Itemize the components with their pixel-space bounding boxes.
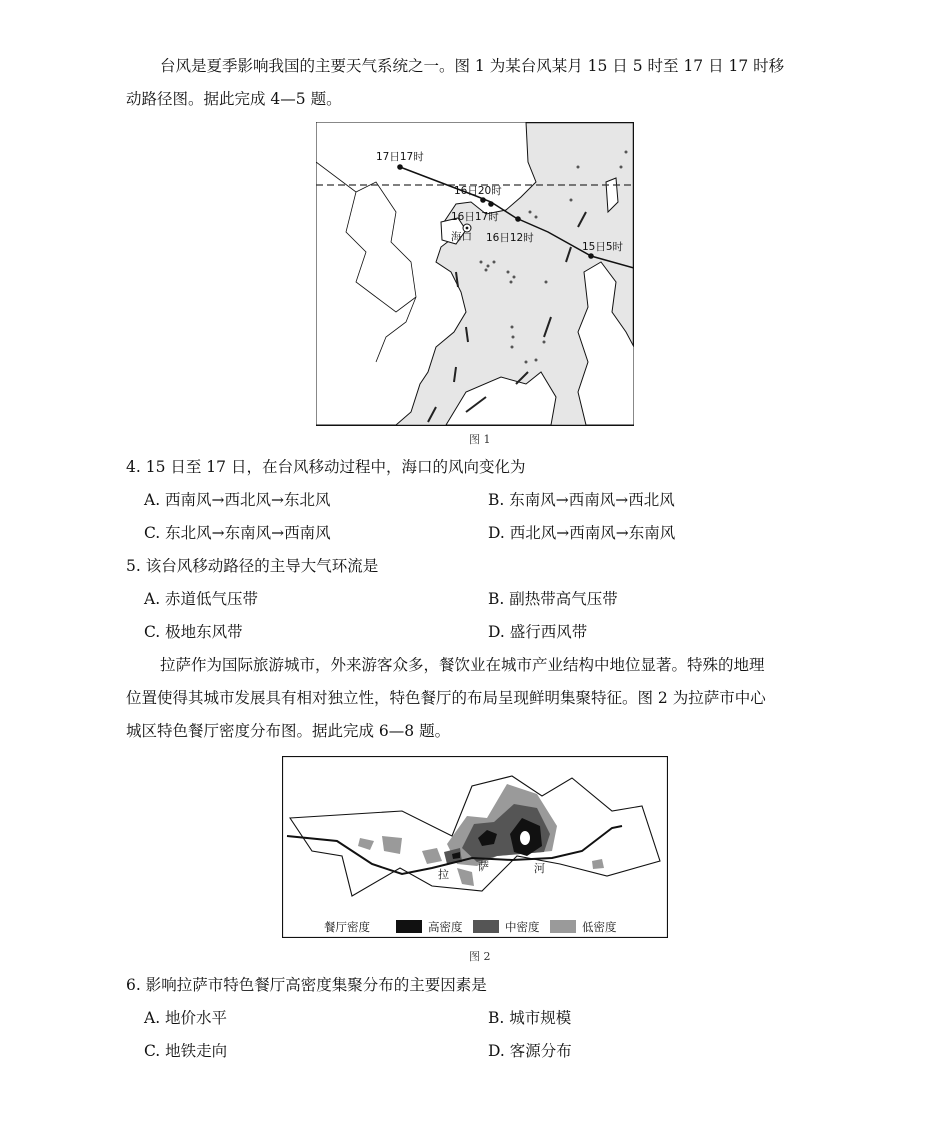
river-char-2: 萨 — [478, 860, 489, 873]
legend-title: 餐厅密度 — [324, 920, 370, 934]
lhasa-restaurant-density-map — [282, 756, 668, 938]
intro2-line3: 城区特色餐厅密度分布图。据此完成 6—8 题。 — [126, 722, 451, 740]
label-15d5h: 15日5时 — [582, 241, 624, 253]
q5-option-a[interactable]: A. 赤道低气压带 — [144, 590, 259, 608]
track-point-17d17h — [397, 164, 403, 170]
q5-option-c[interactable]: C. 极地东风带 — [144, 623, 243, 641]
q6-option-b[interactable]: B. 城市规模 — [488, 1009, 572, 1027]
label-16d12h: 16日12时 — [486, 232, 534, 244]
intro1-line1: 台风是夏季影响我国的主要天气系统之一。图 1 为某台风某月 15 日 5 时至 17 日 17 时移 — [160, 57, 785, 75]
label-16d17h: 16日17时 — [451, 211, 499, 223]
q4-stem: 4. 15 日至 17 日，在台风移动过程中，海口的风向变化为 — [126, 458, 526, 476]
track-point-16d17h — [488, 201, 494, 207]
label-16d20h: 16日20时 — [454, 185, 502, 197]
legend-mid-label: 中密度 — [505, 920, 540, 934]
typhoon-track-map — [316, 122, 634, 426]
q5-option-b[interactable]: B. 副热带高气压带 — [488, 590, 618, 608]
legend-low-label: 低密度 — [582, 920, 617, 934]
river-char-1: 拉 — [438, 868, 449, 881]
label-17d17h: 17日17时 — [376, 151, 424, 163]
legend-high-label: 高密度 — [428, 920, 463, 934]
legend-mid-swatch — [473, 920, 499, 933]
track-point-16d12h — [515, 216, 521, 222]
intro2-line2: 位置使得其城市发展具有相对独立性，特色餐厅的布局呈现鲜明集聚特征。图 2 为拉萨市中心 — [126, 689, 766, 707]
river-char-3: 河 — [534, 862, 545, 875]
q4-option-c[interactable]: C. 东北风→东南风→西南风 — [144, 524, 331, 542]
q4-option-a[interactable]: A. 西南风→西北风→东北风 — [144, 491, 331, 509]
figure2-caption: 图 2 — [469, 950, 491, 963]
q6-stem: 6. 影响拉萨市特色餐厅高密度集聚分布的主要因素是 — [126, 976, 487, 994]
legend-high-swatch — [396, 920, 422, 933]
q6-option-d[interactable]: D. 客源分布 — [488, 1042, 572, 1060]
intro1-line2: 动路径图。据此完成 4—5 题。 — [126, 90, 342, 108]
q5-stem: 5. 该台风移动路径的主导大气环流是 — [126, 557, 379, 575]
q6-option-c[interactable]: C. 地铁走向 — [144, 1042, 228, 1060]
q4-option-d[interactable]: D. 西北风→西南风→东南风 — [488, 524, 676, 542]
track-point-15d5h — [588, 253, 594, 259]
label-haikou: 海口 — [451, 231, 472, 243]
legend-low-swatch — [550, 920, 576, 933]
q5-option-d[interactable]: D. 盛行西风带 — [488, 623, 588, 641]
figure1-caption: 图 1 — [469, 433, 491, 446]
q4-option-b[interactable]: B. 东南风→西南风→西北风 — [488, 491, 675, 509]
q6-option-a[interactable]: A. 地价水平 — [144, 1009, 228, 1027]
track-point-16d20h — [480, 197, 486, 203]
intro2-line1: 拉萨作为国际旅游城市，外来游客众多，餐饮业在城市产业结构中地位显著。特殊的地理 — [160, 656, 765, 674]
